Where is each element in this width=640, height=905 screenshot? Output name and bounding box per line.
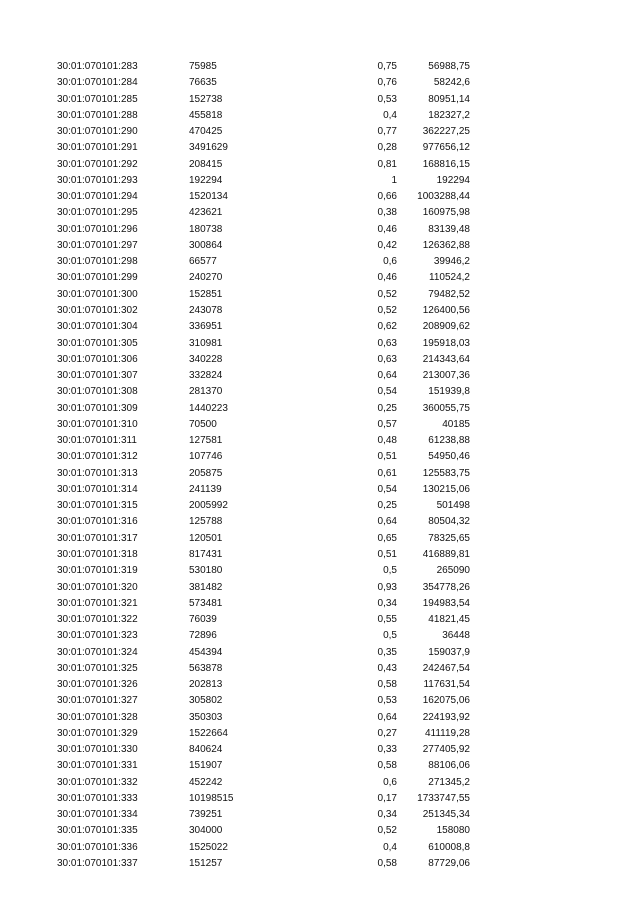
coefficient-cell: 0,81 [377, 158, 397, 170]
result-cell: 159037,9 [428, 646, 470, 658]
value-cell: 240270 [189, 272, 223, 284]
table-row [0, 433, 640, 449]
table-row [0, 59, 640, 75]
value-cell: 455818 [189, 109, 223, 121]
value-cell: 151907 [189, 760, 223, 772]
result-cell: 80951,14 [428, 93, 470, 105]
result-cell: 182327,2 [428, 109, 470, 121]
result-cell: 117631,54 [423, 679, 470, 691]
value-cell: 120501 [189, 532, 223, 544]
value-cell: 66577 [189, 256, 217, 268]
value-cell: 208415 [189, 158, 223, 170]
table-row [0, 368, 640, 384]
result-cell: 360055,75 [422, 402, 470, 414]
coefficient-cell: 0,5 [383, 630, 397, 642]
result-cell: 194983,54 [422, 597, 470, 609]
result-cell: 61238,88 [428, 435, 470, 447]
cadastral-number-cell: 30:01:070101:317 [57, 532, 138, 544]
result-cell: 977656,12 [422, 142, 470, 154]
table-row [0, 726, 640, 742]
coefficient-cell: 0,66 [377, 191, 397, 203]
coefficient-cell: 0,58 [377, 760, 397, 772]
value-cell: 452242 [189, 776, 223, 788]
value-cell: 350303 [189, 711, 223, 723]
result-cell: 125583,75 [422, 467, 470, 479]
table-row [0, 823, 640, 839]
result-cell: 87729,06 [428, 858, 470, 870]
data-table [0, 59, 640, 872]
result-cell: 158080 [436, 825, 470, 837]
cadastral-number-cell: 30:01:070101:298 [57, 256, 138, 268]
value-cell: 152851 [189, 288, 223, 300]
table-row [0, 238, 640, 254]
cadastral-number-cell: 30:01:070101:304 [57, 321, 138, 333]
value-cell: 381482 [189, 581, 223, 593]
value-cell: 281370 [189, 386, 223, 398]
table-row [0, 108, 640, 124]
result-cell: 88106,06 [428, 760, 470, 772]
coefficient-cell: 0,46 [377, 272, 397, 284]
coefficient-cell: 0,63 [377, 337, 397, 349]
value-cell: 2005992 [189, 500, 228, 512]
value-cell: 340228 [189, 353, 223, 365]
value-cell: 76635 [189, 77, 217, 89]
result-cell: 354778,26 [422, 581, 470, 593]
cadastral-number-cell: 30:01:070101:294 [57, 191, 138, 203]
result-cell: 130215,06 [422, 483, 470, 495]
value-cell: 454394 [189, 646, 223, 658]
result-cell: 501498 [436, 500, 470, 512]
value-cell: 72896 [189, 630, 217, 642]
cadastral-number-cell: 30:01:070101:322 [57, 614, 138, 626]
coefficient-cell: 0,28 [377, 142, 397, 154]
result-cell: 265090 [436, 565, 470, 577]
cadastral-number-cell: 30:01:070101:313 [57, 467, 138, 479]
coefficient-cell: 0,27 [377, 727, 397, 739]
result-cell: 242467,54 [422, 662, 470, 674]
result-cell: 411119,28 [424, 727, 470, 739]
result-cell: 36448 [442, 630, 470, 642]
cadastral-number-cell: 30:01:070101:285 [57, 93, 138, 105]
value-cell: 739251 [189, 809, 223, 821]
cadastral-number-cell: 30:01:070101:318 [57, 548, 138, 560]
coefficient-cell: 0,62 [377, 321, 397, 333]
value-cell: 573481 [189, 597, 223, 609]
table-row [0, 417, 640, 433]
value-cell: 1440223 [189, 402, 228, 414]
value-cell: 127581 [189, 435, 223, 447]
result-cell: 192294 [436, 174, 470, 186]
result-cell: 610008,8 [428, 841, 470, 853]
table-row [0, 75, 640, 91]
result-cell: 54950,46 [428, 451, 470, 463]
cadastral-number-cell: 30:01:070101:316 [57, 516, 138, 528]
result-cell: 208909,62 [422, 321, 470, 333]
table-row [0, 254, 640, 270]
coefficient-cell: 0,6 [383, 256, 397, 268]
table-row [0, 742, 640, 758]
table-row [0, 514, 640, 530]
cadastral-number-cell: 30:01:070101:336 [57, 841, 138, 853]
value-cell: 75985 [189, 61, 217, 72]
result-cell: 271345,2 [428, 776, 470, 788]
table-row [0, 319, 640, 335]
coefficient-cell: 0,34 [377, 809, 397, 821]
result-cell: 251345,34 [422, 809, 470, 821]
table-row [0, 661, 640, 677]
table-row [0, 580, 640, 596]
coefficient-cell: 0,65 [377, 532, 397, 544]
result-cell: 79482,52 [428, 288, 470, 300]
coefficient-cell: 0,93 [377, 581, 397, 593]
result-cell: 224193,92 [422, 711, 470, 723]
value-cell: 563878 [189, 662, 223, 674]
coefficient-cell: 0,54 [377, 386, 397, 398]
table-row [0, 270, 640, 286]
cadastral-number-cell: 30:01:070101:306 [57, 353, 138, 365]
result-cell: 58242,6 [433, 77, 470, 89]
cadastral-number-cell: 30:01:070101:329 [57, 727, 138, 739]
coefficient-cell: 0,77 [377, 126, 397, 138]
cadastral-number-cell: 30:01:070101:310 [57, 418, 138, 430]
table-row [0, 628, 640, 644]
coefficient-cell: 0,35 [377, 646, 397, 658]
coefficient-cell: 0,33 [377, 744, 397, 756]
cadastral-number-cell: 30:01:070101:290 [57, 126, 138, 138]
cadastral-number-cell: 30:01:070101:324 [57, 646, 138, 658]
coefficient-cell: 0,25 [377, 402, 397, 414]
cadastral-number-cell: 30:01:070101:331 [57, 760, 138, 772]
table-row [0, 205, 640, 221]
value-cell: 817431 [189, 548, 223, 560]
coefficient-cell: 0,75 [377, 61, 397, 72]
cadastral-number-cell: 30:01:070101:314 [57, 483, 138, 495]
table-row [0, 287, 640, 303]
cadastral-number-cell: 30:01:070101:297 [57, 239, 138, 251]
table-row [0, 791, 640, 807]
table-row [0, 352, 640, 368]
result-cell: 362227,25 [422, 126, 470, 138]
coefficient-cell: 0,57 [377, 418, 397, 430]
result-cell: 110524,2 [429, 272, 470, 284]
coefficient-cell: 0,61 [377, 467, 397, 479]
coefficient-cell: 0,42 [377, 239, 397, 251]
cadastral-number-cell: 30:01:070101:311 [57, 435, 137, 447]
table-row [0, 645, 640, 661]
value-cell: 243078 [189, 304, 223, 316]
result-cell: 168816,15 [422, 158, 470, 170]
cadastral-number-cell: 30:01:070101:315 [57, 500, 138, 512]
table-row [0, 758, 640, 774]
table-row [0, 775, 640, 791]
cadastral-number-cell: 30:01:070101:335 [57, 825, 138, 837]
coefficient-cell: 0,48 [377, 435, 397, 447]
table-row [0, 92, 640, 108]
coefficient-cell: 0,38 [377, 207, 397, 219]
coefficient-cell: 0,64 [377, 516, 397, 528]
coefficient-cell: 0,34 [377, 597, 397, 609]
value-cell: 151257 [189, 858, 223, 870]
result-cell: 83139,48 [428, 223, 470, 235]
cadastral-number-cell: 30:01:070101:299 [57, 272, 138, 284]
value-cell: 107746 [189, 451, 223, 463]
coefficient-cell: 1 [391, 174, 397, 186]
result-cell: 416889,81 [422, 548, 470, 560]
value-cell: 152738 [189, 93, 223, 105]
value-cell: 1522664 [189, 727, 228, 739]
cadastral-number-cell: 30:01:070101:295 [57, 207, 138, 219]
result-cell: 1733747,55 [417, 792, 470, 804]
coefficient-cell: 0,51 [377, 548, 397, 560]
table-row [0, 140, 640, 156]
cadastral-number-cell: 30:01:070101:334 [57, 809, 138, 821]
result-cell: 126362,88 [422, 239, 470, 251]
cadastral-number-cell: 30:01:070101:288 [57, 109, 138, 121]
cadastral-number-cell: 30:01:070101:319 [57, 565, 138, 577]
cadastral-number-cell: 30:01:070101:292 [57, 158, 138, 170]
cadastral-number-cell: 30:01:070101:321 [57, 597, 138, 609]
cadastral-number-cell: 30:01:070101:296 [57, 223, 138, 235]
coefficient-cell: 0,4 [383, 109, 397, 121]
cadastral-number-cell: 30:01:070101:308 [57, 386, 138, 398]
coefficient-cell: 0,76 [377, 77, 397, 89]
coefficient-cell: 0,58 [377, 858, 397, 870]
table-row [0, 124, 640, 140]
value-cell: 205875 [189, 467, 223, 479]
table-row [0, 807, 640, 823]
table-row [0, 498, 640, 514]
table-row [0, 384, 640, 400]
coefficient-cell: 0,53 [377, 93, 397, 105]
coefficient-cell: 0,58 [377, 679, 397, 691]
value-cell: 241139 [189, 483, 222, 495]
result-cell: 213007,36 [422, 370, 470, 382]
table-row [0, 710, 640, 726]
table-row [0, 677, 640, 693]
coefficient-cell: 0,64 [377, 370, 397, 382]
result-cell: 126400,56 [422, 304, 470, 316]
table-row [0, 563, 640, 579]
cadastral-number-cell: 30:01:070101:337 [57, 858, 138, 870]
value-cell: 125788 [189, 516, 223, 528]
coefficient-cell: 0,64 [377, 711, 397, 723]
cadastral-number-cell: 30:01:070101:305 [57, 337, 138, 349]
table-row [0, 401, 640, 417]
value-cell: 1525022 [189, 841, 228, 853]
value-cell: 423621 [189, 207, 223, 219]
table-row [0, 449, 640, 465]
cadastral-number-cell: 30:01:070101:332 [57, 776, 138, 788]
value-cell: 76039 [189, 614, 217, 626]
table-row [0, 189, 640, 205]
value-cell: 530180 [189, 565, 223, 577]
coefficient-cell: 0,55 [377, 614, 397, 626]
table-row [0, 466, 640, 482]
table-row [0, 222, 640, 238]
cadastral-number-cell: 30:01:070101:326 [57, 679, 138, 691]
result-cell: 80504,32 [428, 516, 470, 528]
coefficient-cell: 0,51 [377, 451, 397, 463]
table-row [0, 482, 640, 498]
coefficient-cell: 0,25 [377, 500, 397, 512]
result-cell: 39946,2 [433, 256, 470, 268]
cadastral-number-cell: 30:01:070101:328 [57, 711, 138, 723]
coefficient-cell: 0,53 [377, 695, 397, 707]
cadastral-number-cell: 30:01:070101:312 [57, 451, 138, 463]
value-cell: 1520134 [189, 191, 228, 203]
table-row [0, 596, 640, 612]
value-cell: 300864 [189, 239, 223, 251]
table-row [0, 840, 640, 856]
cadastral-number-cell: 30:01:070101:309 [57, 402, 138, 414]
coefficient-cell: 0,52 [377, 304, 397, 316]
coefficient-cell: 0,63 [377, 353, 397, 365]
cadastral-number-cell: 30:01:070101:330 [57, 744, 138, 756]
result-cell: 277405,92 [422, 744, 470, 756]
value-cell: 3491629 [189, 142, 228, 154]
coefficient-cell: 0,4 [383, 841, 397, 853]
cadastral-number-cell: 30:01:070101:325 [57, 662, 138, 674]
table-row [0, 157, 640, 173]
value-cell: 305802 [189, 695, 223, 707]
cadastral-number-cell: 30:01:070101:320 [57, 581, 138, 593]
value-cell: 202813 [189, 679, 223, 691]
result-cell: 160975,98 [422, 207, 470, 219]
coefficient-cell: 0,6 [383, 776, 397, 788]
value-cell: 310981 [189, 337, 223, 349]
cadastral-number-cell: 30:01:070101:327 [57, 695, 138, 707]
coefficient-cell: 0,43 [377, 662, 397, 674]
table-row [0, 173, 640, 189]
result-cell: 41821,45 [428, 614, 470, 626]
cadastral-number-cell: 30:01:070101:302 [57, 304, 138, 316]
result-cell: 56988,75 [428, 61, 470, 72]
value-cell: 470425 [189, 126, 223, 138]
value-cell: 180738 [189, 223, 223, 235]
cadastral-number-cell: 30:01:070101:333 [57, 792, 138, 804]
value-cell: 192294 [189, 174, 223, 186]
table-row [0, 531, 640, 547]
value-cell: 840624 [189, 744, 223, 756]
cadastral-number-cell: 30:01:070101:291 [57, 142, 138, 154]
result-cell: 78325,65 [428, 532, 470, 544]
table-row [0, 612, 640, 628]
result-cell: 162075,06 [422, 695, 470, 707]
result-cell: 195918,03 [422, 337, 470, 349]
result-cell: 151939,8 [428, 386, 470, 398]
result-cell: 40185 [442, 418, 470, 430]
coefficient-cell: 0,5 [383, 565, 397, 577]
cadastral-number-cell: 30:01:070101:283 [57, 61, 138, 72]
table-row [0, 856, 640, 872]
cadastral-number-cell: 30:01:070101:293 [57, 174, 138, 186]
cadastral-number-cell: 30:01:070101:323 [57, 630, 138, 642]
table-row [0, 547, 640, 563]
value-cell: 70500 [189, 418, 217, 430]
value-cell: 304000 [189, 825, 223, 837]
coefficient-cell: 0,46 [377, 223, 397, 235]
coefficient-cell: 0,52 [377, 825, 397, 837]
cadastral-number-cell: 30:01:070101:300 [57, 288, 138, 300]
coefficient-cell: 0,52 [377, 288, 397, 300]
table-row [0, 336, 640, 352]
coefficient-cell: 0,17 [377, 792, 397, 804]
table-row [0, 693, 640, 709]
table-row [0, 303, 640, 319]
coefficient-cell: 0,54 [377, 483, 397, 495]
cadastral-number-cell: 30:01:070101:284 [57, 77, 138, 89]
value-cell: 336951 [189, 321, 223, 333]
value-cell: 10198515 [189, 792, 234, 804]
result-cell: 1003288,44 [417, 191, 470, 203]
cadastral-number-cell: 30:01:070101:307 [57, 370, 138, 382]
value-cell: 332824 [189, 370, 223, 382]
result-cell: 214343,64 [422, 353, 470, 365]
